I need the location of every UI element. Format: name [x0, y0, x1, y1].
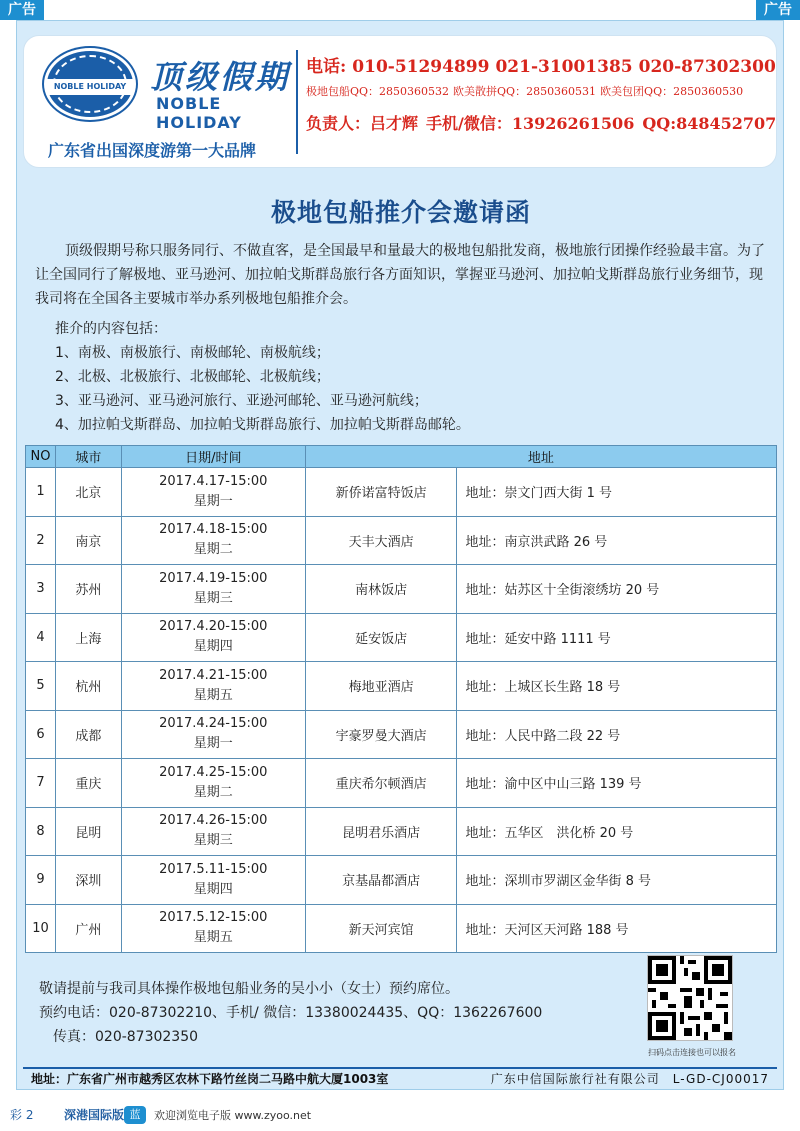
- qq-polar: 极地包船QQ：2850360532: [306, 85, 450, 98]
- row-city: 重庆: [55, 759, 121, 808]
- row-venue: 天丰大酒店: [305, 516, 457, 565]
- row-venue: 梅地亚酒店: [305, 662, 457, 711]
- content-list: [55, 317, 775, 437]
- row-city: 上海: [55, 613, 121, 662]
- row-city: 广州: [55, 904, 121, 953]
- qr-caption: 扫码点击连接也可以报名: [648, 1048, 736, 1057]
- page-number: 彩 2: [10, 1108, 34, 1122]
- table-row: [26, 856, 777, 905]
- table-row: [26, 468, 777, 517]
- phone-line: 电话: 010-51294899 021-31001385 020-87302300: [306, 57, 776, 77]
- table-row: [26, 807, 777, 856]
- row-weekday: 星期三: [193, 833, 233, 849]
- ad-page: [16, 20, 784, 1090]
- row-date: [121, 807, 305, 856]
- row-date: [121, 759, 305, 808]
- address-bar: [23, 1067, 777, 1089]
- qq-euro-group: 欧美散拼QQ：2850360531: [453, 85, 597, 98]
- contact-block: [306, 52, 776, 134]
- booking-info: [39, 977, 542, 1049]
- header-card: [23, 35, 777, 168]
- row-address: 地址：南京洪武路 26 号: [457, 516, 777, 565]
- logo-cn-text: 顶级假期: [150, 58, 291, 96]
- table-header-row: [26, 446, 777, 468]
- booking-fax: 传真：020-87302350: [53, 1029, 199, 1045]
- table-row: [26, 759, 777, 808]
- row-no: 4: [26, 613, 56, 662]
- list-item: 3、亚马逊河、亚马逊河旅行、亚逊河邮轮、亚马逊河航线；: [55, 393, 428, 409]
- row-no: 5: [26, 662, 56, 711]
- edition-name: 深港国际版: [64, 1108, 125, 1122]
- row-date-time: 2017.4.26-15:00: [159, 813, 268, 829]
- row-date: [121, 516, 305, 565]
- edition-badge-icon: 蓝: [124, 1106, 146, 1124]
- person-name: 负责人：吕才辉: [306, 114, 419, 133]
- row-city: 南京: [55, 516, 121, 565]
- row-address: 地址：上城区长生路 18 号: [457, 662, 777, 711]
- row-weekday: 星期四: [193, 639, 233, 655]
- row-no: 2: [26, 516, 56, 565]
- mobile: 手机/微信：13926261506: [426, 114, 635, 133]
- row-address: 地址：五华区 洪化桥 20 号: [457, 807, 777, 856]
- row-weekday: 星期三: [193, 590, 233, 606]
- slogan: 广东省出国深度游第一大品牌: [48, 141, 257, 160]
- row-no: 7: [26, 759, 56, 808]
- list-item: 2、北极、北极旅行、北极邮轮、北极航线；: [55, 369, 330, 385]
- row-venue: 新天河宾馆: [305, 904, 457, 953]
- row-date-time: 2017.4.18-15:00: [159, 522, 268, 538]
- row-no: 9: [26, 856, 56, 905]
- row-city: 北京: [55, 468, 121, 517]
- row-date: [121, 565, 305, 614]
- ad-tag-right: 广告: [756, 0, 800, 20]
- table-row: [26, 613, 777, 662]
- header-city: 城市: [55, 446, 121, 468]
- row-venue: 宇豪罗曼大酒店: [305, 710, 457, 759]
- row-venue: 昆明君乐酒店: [305, 807, 457, 856]
- row-date-time: 2017.4.20-15:00: [159, 619, 268, 635]
- qq-main: QQ:848452707: [642, 114, 777, 133]
- table-row: [26, 516, 777, 565]
- row-address: 地址：姑苏区十全街滚绣坊 20 号: [457, 565, 777, 614]
- row-no: 6: [26, 710, 56, 759]
- row-venue: 京基晶都酒店: [305, 856, 457, 905]
- row-date: [121, 856, 305, 905]
- website-link[interactable]: 欢迎浏览电子版 www.zyoo.net: [154, 1109, 312, 1122]
- page-footer: [0, 1100, 800, 1131]
- row-city: 深圳: [55, 856, 121, 905]
- booking-line-2: 预约电话：020-87302210、手机/ 微信：13380024435、QQ：1362267600: [39, 1005, 543, 1021]
- header-date: 日期/时间: [121, 446, 305, 468]
- row-address: 地址：渝中区中山三路 139 号: [457, 759, 777, 808]
- row-date-time: 2017.4.24-15:00: [159, 716, 268, 732]
- header-divider: [296, 50, 298, 154]
- row-date-time: 2017.5.12-15:00: [159, 910, 268, 926]
- row-address: 地址：崇文门西大街 1 号: [457, 468, 777, 517]
- row-date: [121, 904, 305, 953]
- row-venue: 南林饭店: [305, 565, 457, 614]
- header-address: 地址: [305, 446, 776, 468]
- row-no: 3: [26, 565, 56, 614]
- row-date-time: 2017.4.21-15:00: [159, 667, 268, 683]
- ad-tag-left: 广告: [0, 0, 44, 20]
- row-city: 昆明: [55, 807, 121, 856]
- qr-code-icon[interactable]: [647, 955, 733, 1041]
- list-item: 4、加拉帕戈斯群岛、加拉帕戈斯群岛旅行、加拉帕戈斯群岛邮轮。: [55, 417, 470, 433]
- row-date-time: 2017.4.19-15:00: [159, 570, 268, 586]
- list-heading: 推介的内容包括：: [55, 321, 167, 337]
- row-weekday: 星期五: [193, 930, 233, 946]
- table-row: [26, 904, 777, 953]
- intro-paragraph: 顶级假期号称只服务同行、不做直客，是全国最早和量最大的极地包船批发商，极地旅行团操作经验最丰富。为了让全国同行了解极地、亚马逊河、加拉帕戈斯群岛旅行各方面知识，掌握亚马逊河、加拉帕戈斯群岛旅行业务细节，现我司将在全国各主要城市举办系列极地包船推介会。: [35, 243, 765, 307]
- header-no: NO: [26, 446, 56, 468]
- row-no: 8: [26, 807, 56, 856]
- row-city: 杭州: [55, 662, 121, 711]
- row-date-time: 2017.4.17-15:00: [159, 473, 268, 489]
- phone-1: 010-51294899: [352, 57, 490, 77]
- logo-en-text: NOBLE HOLIDAY: [156, 94, 242, 132]
- row-address: 地址：天河区天河路 188 号: [457, 904, 777, 953]
- qq-line: [306, 83, 776, 99]
- row-weekday: 星期一: [193, 736, 233, 752]
- logo-ring-text: NOBLE HOLIDAY: [47, 79, 133, 95]
- row-city: 苏州: [55, 565, 121, 614]
- qq-euro-charter: 欧美包团QQ：2850360530: [600, 85, 744, 98]
- row-venue: 延安饭店: [305, 613, 457, 662]
- logo: [40, 42, 290, 164]
- schedule-table: [25, 445, 777, 953]
- row-date: [121, 710, 305, 759]
- row-address: 地址：人民中路二段 22 号: [457, 710, 777, 759]
- list-item: 1、南极、南极旅行、南极邮轮、南极航线；: [55, 345, 330, 361]
- row-date-time: 2017.4.25-15:00: [159, 764, 268, 780]
- person-line: [306, 111, 776, 134]
- phone-2: 021-31001385: [495, 57, 633, 77]
- row-date: [121, 613, 305, 662]
- row-weekday: 星期一: [193, 493, 233, 509]
- row-date-time: 2017.5.11-15:00: [159, 861, 268, 877]
- logo-emblem-icon: [44, 48, 136, 120]
- phone-3: 020-87302300: [638, 57, 776, 77]
- row-address: 地址：深圳市罗湖区金华街 8 号: [457, 856, 777, 905]
- table-row: [26, 710, 777, 759]
- table-row: [26, 565, 777, 614]
- row-date: [121, 662, 305, 711]
- row-city: 成都: [55, 710, 121, 759]
- page-title: 极地包船推介会邀请函: [270, 198, 531, 227]
- company-license: 广东中信国际旅行社有限公司 L-GD-CJ00017: [490, 1072, 769, 1086]
- row-no: 1: [26, 468, 56, 517]
- row-weekday: 星期五: [193, 687, 233, 703]
- row-venue: 新侨诺富特饭店: [305, 468, 457, 517]
- booking-line-1: 敬请提前与我司具体操作极地包船业务的吴小小（女士）预约席位。: [39, 981, 459, 997]
- row-weekday: 星期四: [193, 881, 233, 897]
- row-venue: 重庆希尔顿酒店: [305, 759, 457, 808]
- row-weekday: 星期二: [193, 784, 233, 800]
- row-date: [121, 468, 305, 517]
- row-weekday: 星期二: [193, 542, 233, 558]
- table-row: [26, 662, 777, 711]
- row-address: 地址：延安中路 1111 号: [457, 613, 777, 662]
- company-address: 地址：广东省广州市越秀区农林下路竹丝岗二马路中航大厦1003室: [31, 1072, 389, 1086]
- row-no: 10: [26, 904, 56, 953]
